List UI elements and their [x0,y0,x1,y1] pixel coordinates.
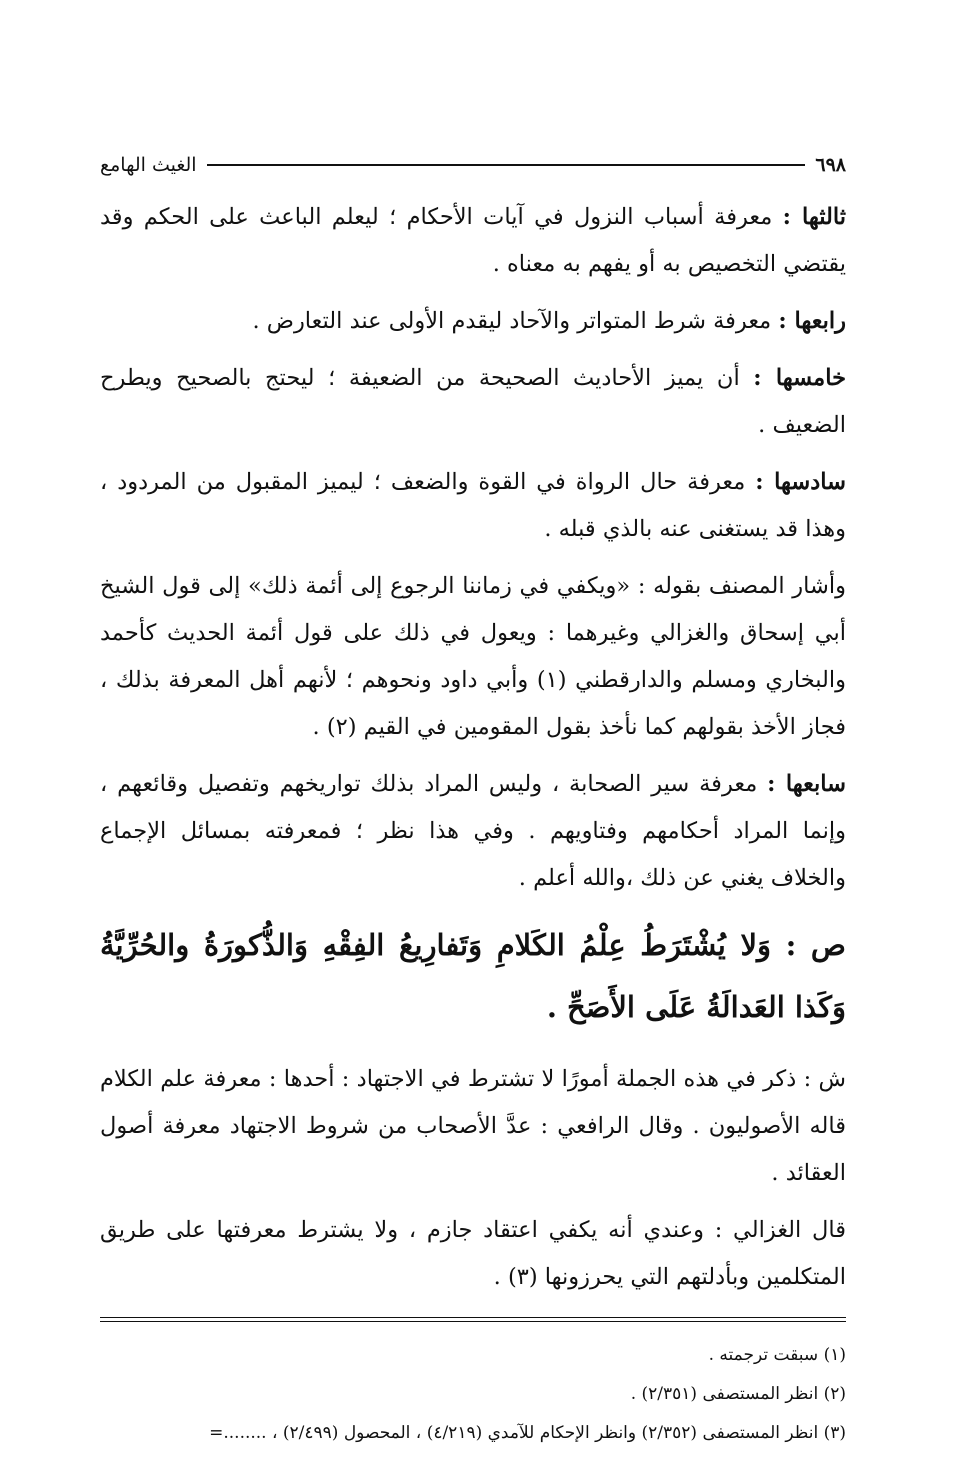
commentary-paragraph: ش : ذكر في هذه الجملة أمورًا لا تشترط في الاجتهاد : أحدها : معرفة علم الكلام قاله الأصوليون . وقال الرافعي : عدَّ الأصحاب من شروط الاجتهاد معرفة أصول العقائد . [100,1066,846,1186]
paragraph [100,355,846,449]
paragraph-lead: خامسها : [753,365,846,391]
page-header [100,150,846,180]
commentary-paragraph: قال الغزالي : وعندي أنه يكفي اعتقاد جازم ، ولا يشترط معرفتها على طريق المتكلمين وبأدلتهم التي يحرزونها (٣) . [100,1217,846,1290]
paragraph-text: وأشار المصنف بقوله : «ويكفي في زماننا الرجوع إلى أئمة ذلك» إلى قول الشيخ أبي إسحاق والغزالي وغيرهما : ويعول في ذلك على قول أئمة الحديث كأحمد والبخاري ومسلم والدارقطني (١) وأبي داود ونحوهم ؛ لأنهم أهل المعرفة بذلك ، فجاز الأخذ بقولهم كما نأخذ بقول المقومين في القيم (٢) . [100,573,847,740]
paragraph-text: معرفة شرط المتواتر والآحاد ليقدم الأولى عند التعارض . [252,308,779,334]
paragraph [100,761,846,902]
header-rule [207,164,806,166]
matn-text: ص : وَلا يُشْتَرَطُ عِلْمُ الكَلامِ وَتَفارِيعُ الفِقْهِ وَالذُّكورَةُ والحُرِّيَّةُ وَكَذا العَدالَةُ عَلَى الأَصَحِّ . [100,928,846,1024]
running-title: الغيث الهامع [100,154,197,176]
footnote: (٢) انظر المستصفى (٢/٣٥١) . [630,1384,846,1404]
book-page [100,150,846,1453]
page-number: ٦٩٨ [815,154,846,176]
footnote-separator [100,1317,846,1322]
main-text [100,194,846,1301]
paragraph-text: معرفة أسباب النزول في آيات الأحكام ؛ ليعلم الباعث على الحكم وقد يقتضي التخصيص به أو يفهم به معناه . [100,204,846,277]
footnote: (١) سبقت ترجمته . [708,1345,846,1365]
paragraph [100,194,846,288]
paragraph-lead: ثالثها : [782,204,846,230]
footnotes [100,1336,846,1453]
paragraph [100,459,846,553]
paragraph-text: معرفة سير الصحابة ، وليس المراد بذلك تواريخهم وتفصيل وقائعهم ، وإنما المراد أحكامهم وفتاويهم . وفي هذا نظر ؛ فمعرفته بمسائل الإجماع والخلاف يغني عن ذلك ،والله أعلم . [100,771,846,891]
paragraph-lead: سادسها : [755,469,846,495]
footnote: (٣) انظر المستصفى (٢/٣٥٢) وانظر الإحكام للآمدي (٤/٢١٩) ، المحصول (٢/٤٩٩) ، ........= [209,1423,846,1443]
paragraph [100,298,846,345]
paragraph-lead: رابعها : [778,308,846,334]
paragraph [100,563,846,751]
paragraph-text: معرفة حال الرواة في القوة والضعف ؛ ليميز المقبول من المردود ، وهذا قد يستغنى عنه بالذي قبله . [100,469,846,542]
footnote-separator-line [100,1321,846,1322]
paragraph-text: أن يميز الأحاديث الصحيحة من الضعيفة ؛ ليحتج بالصحيح ويطرح الضعيف . [100,365,846,438]
paragraph-lead: سابعها : [767,771,846,797]
